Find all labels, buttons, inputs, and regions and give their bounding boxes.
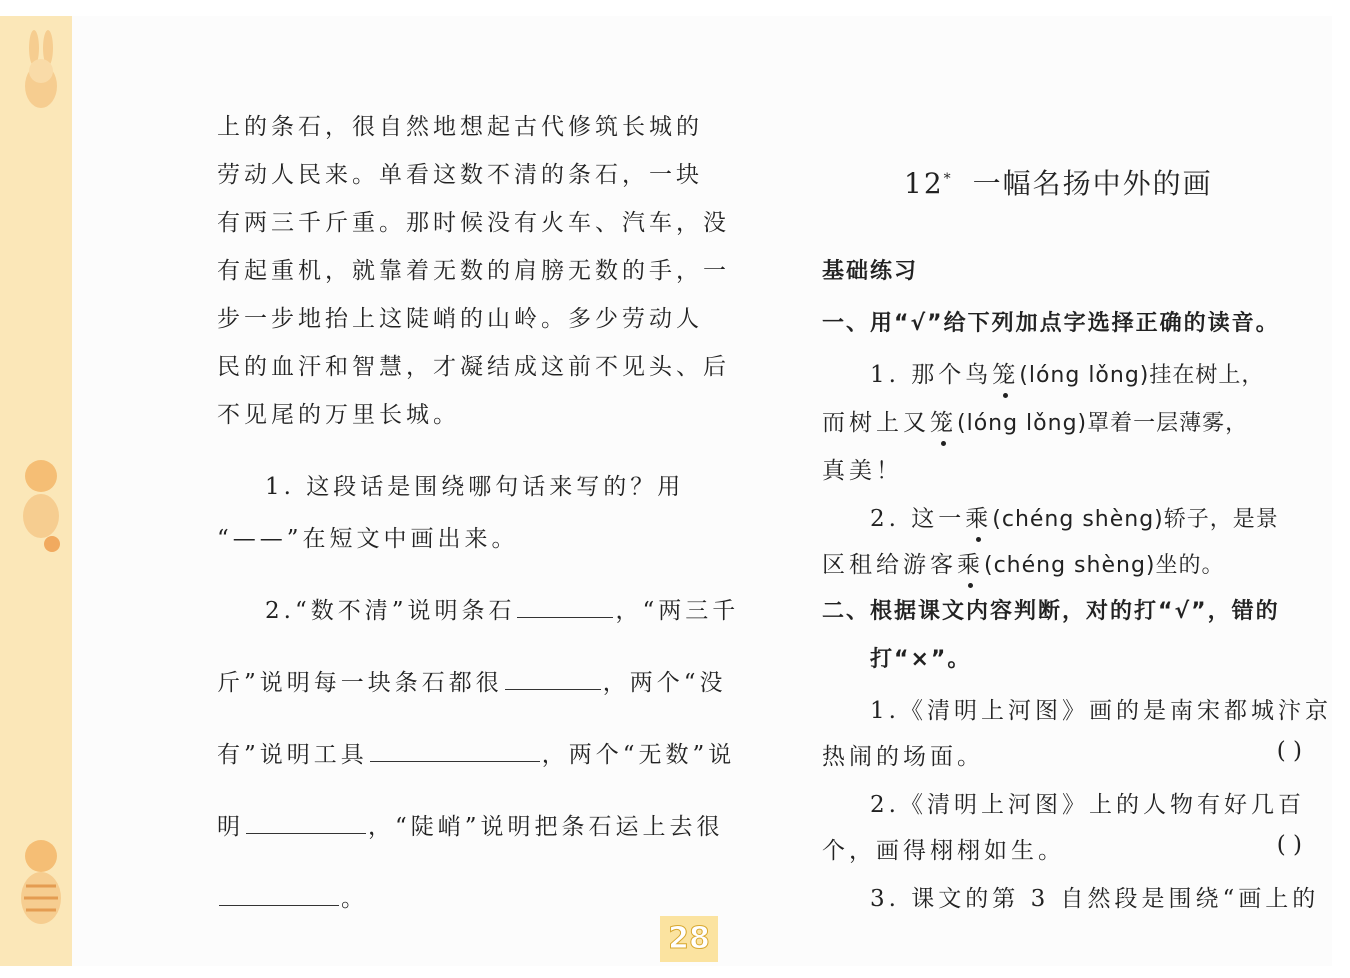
judgement-item: 热闹的场面。 ( ): [822, 738, 1302, 770]
question-1-line: “——”在短文中画出来。: [217, 526, 519, 552]
pronunciation-item: 2. 这一乘(chéng shèng)轿子，是景: [822, 500, 1279, 533]
answer-parentheses[interactable]: ( ): [1276, 832, 1302, 858]
pronunciation-item: 真美！: [822, 458, 903, 484]
answer-blank[interactable]: [219, 883, 339, 906]
workbook-page: [72, 16, 1332, 966]
passage-line: 民的血汗和智慧，才凝结成这前不见头、后: [217, 354, 730, 380]
passage-line: 有起重机，就靠着无数的肩膀无数的手，一: [217, 258, 730, 284]
answer-parentheses[interactable]: ( ): [1276, 738, 1302, 764]
answer-blank[interactable]: [505, 667, 601, 690]
lesson-title: 12* 一幅名扬中外的画: [904, 167, 1213, 200]
rabbit-cartoon-icon: [14, 26, 68, 136]
lesson-number: 12: [904, 167, 944, 200]
lesson-star: *: [943, 171, 953, 187]
passage-line: 不见尾的万里长城。: [217, 402, 460, 428]
question-2-line: 有”说明工具 ，两个“无数”说: [217, 736, 735, 769]
answer-blank[interactable]: [246, 811, 366, 834]
dotted-character: 乘: [965, 500, 992, 533]
tiger-cartoon-icon: [14, 826, 68, 936]
dog-cartoon-icon: [14, 446, 68, 556]
question-2-line: 。: [217, 880, 368, 913]
question-1-line: 1. 这段话是围绕哪句话来写的？用: [265, 474, 685, 500]
judgement-item: 2.《清明上河图》上的人物有好几百: [870, 792, 1305, 818]
judgement-item: 个，画得栩栩如生。 ( ): [822, 832, 1302, 864]
judgement-item: 3. 课文的第 3 自然段是围绕“画上的: [870, 886, 1320, 912]
page-number: 28: [660, 916, 718, 962]
answer-blank[interactable]: [370, 739, 540, 762]
question-2-line: 斤”说明每一块条石都很 ，两个“没: [217, 664, 727, 697]
dotted-character: 乘: [957, 546, 984, 579]
passage-line: 有两三千斤重。那时候没有火车、汽车，没: [217, 210, 730, 236]
passage-line: 步一步地抬上这陡峭的山岭。多少劳动人: [217, 306, 703, 332]
passage-line: 上的条石，很自然地想起古代修筑长城的: [217, 114, 703, 140]
section-heading: 基础练习: [822, 259, 919, 284]
pronunciation-item: 而树上又笼(lóng lǒng)罩着一层薄雾，: [822, 404, 1248, 437]
question-2-line: 2.“数不清”说明条石 ，“两三千: [217, 592, 739, 625]
question-2-line: 明 ，“陡峭”说明把条石运上去很: [217, 808, 724, 841]
passage-line: 劳动人民来。单看这数不清的条石，一块: [217, 162, 703, 188]
pronunciation-item: 区租给游客乘(chéng shèng)坐的。: [822, 546, 1225, 579]
pronunciation-item: 1. 那个鸟笼(lóng lǒng)挂在树上，: [822, 356, 1264, 389]
dotted-character: 笼: [992, 356, 1019, 389]
dotted-character: 笼: [930, 404, 957, 437]
part-1-heading: 一、用“√”给下列加点字选择正确的读音。: [822, 311, 1280, 336]
part-2-heading: 打“×”。: [870, 647, 972, 672]
part-2-heading: 二、根据课文内容判断，对的打“√”，错的: [822, 599, 1280, 624]
decorative-side-strip: [0, 16, 72, 966]
judgement-item: 1.《清明上河图》画的是南宋都城汴京: [870, 698, 1332, 724]
answer-blank[interactable]: [517, 595, 613, 618]
